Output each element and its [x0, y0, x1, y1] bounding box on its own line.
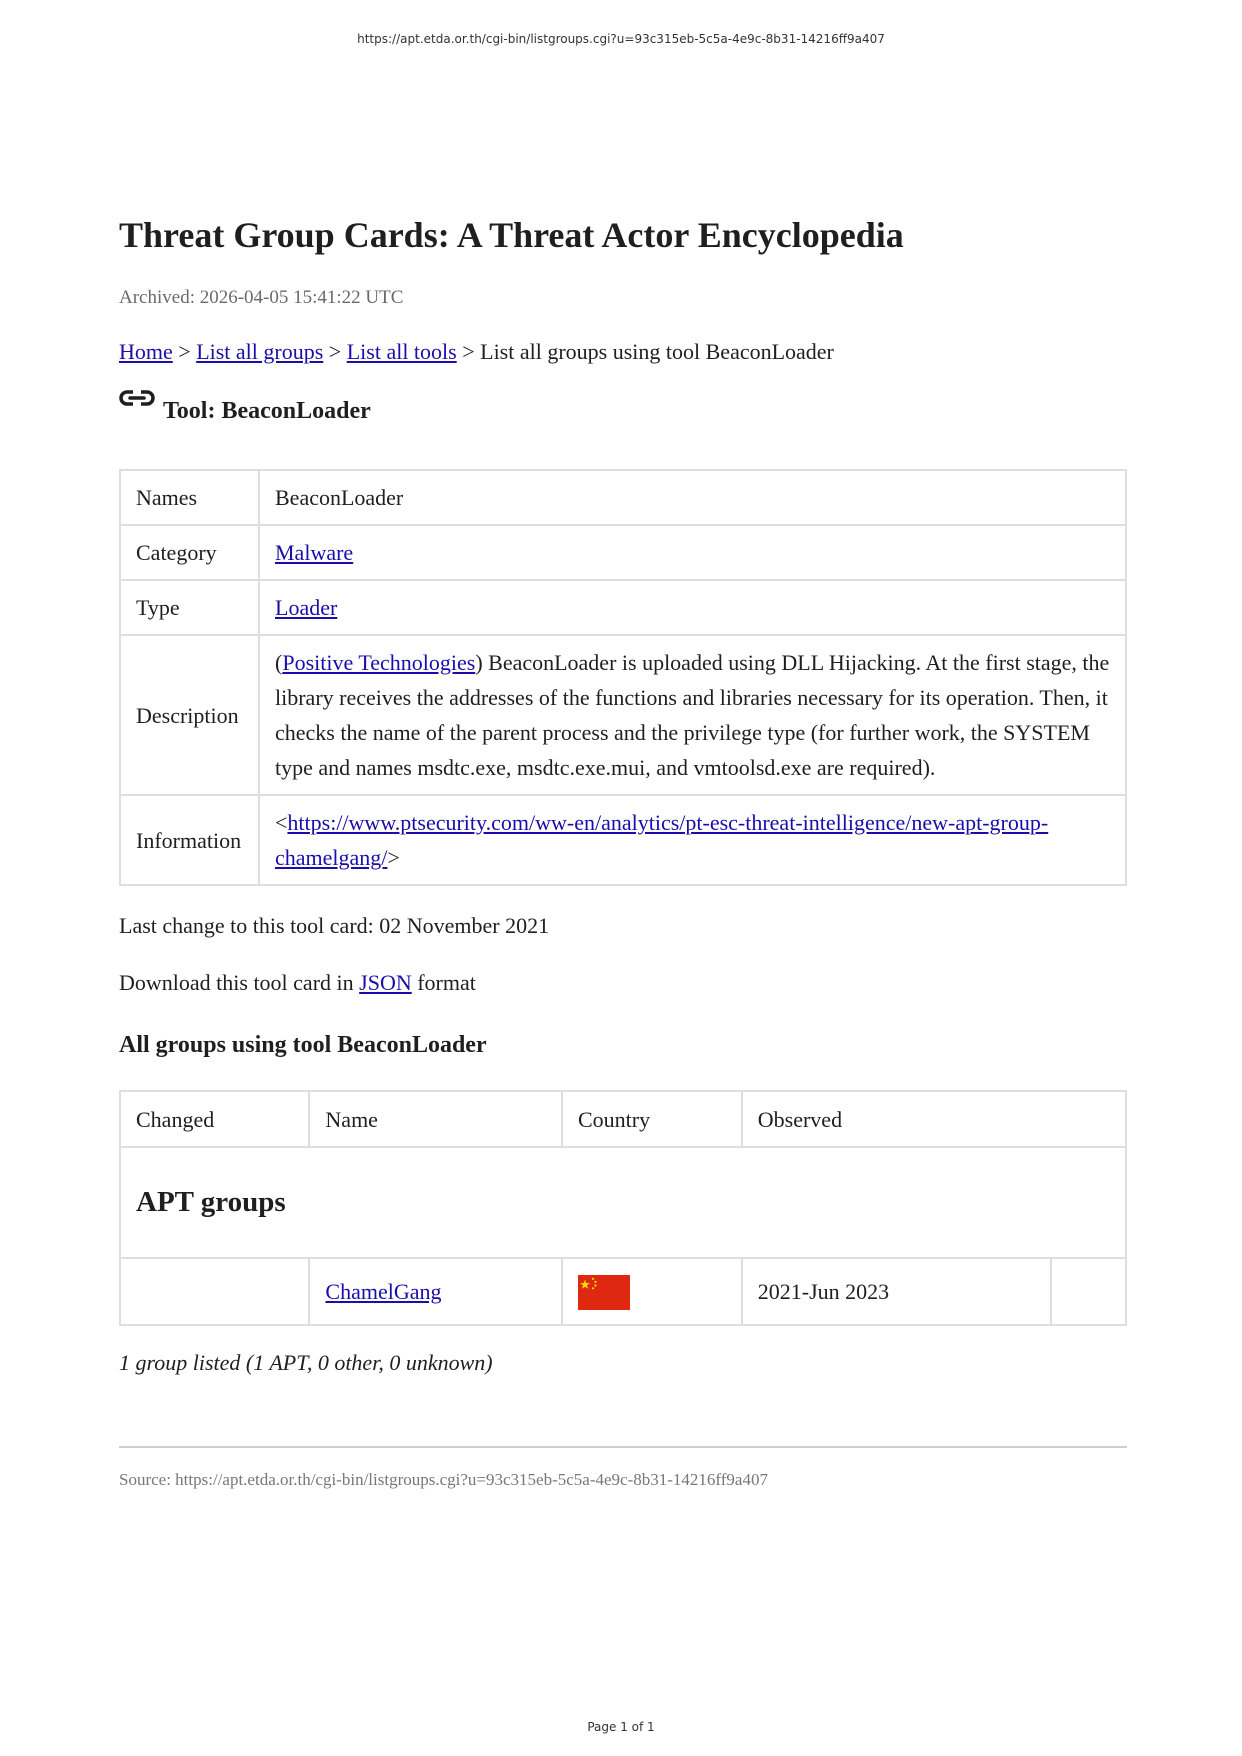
column-header-name: Name — [309, 1091, 562, 1147]
breadcrumb-groups-link[interactable]: List all groups — [196, 339, 324, 364]
type-link[interactable]: Loader — [275, 595, 338, 620]
group-country-cell — [562, 1258, 742, 1325]
group-extra-cell — [1051, 1258, 1126, 1325]
names-value: BeaconLoader — [259, 470, 1126, 525]
table-row — [120, 1258, 1126, 1325]
groups-table-header — [120, 1091, 1126, 1147]
tool-type-row — [120, 580, 1126, 635]
groups-section-row — [120, 1147, 1126, 1258]
breadcrumb-tools-link[interactable]: List all tools — [346, 339, 457, 364]
page-number: Page 1 of 1 — [587, 1720, 655, 1734]
download-prefix: Download this tool card in — [119, 970, 360, 995]
breadcrumb — [119, 339, 834, 365]
source-url: Source: https://apt.etda.or.th/cgi-bin/listgroups.cgi?u=93c315eb-5c5a-4e9c-8b31-14216ff9a407 — [119, 1470, 768, 1489]
group-observed-cell: 2021-Jun 2023 — [742, 1258, 1051, 1325]
column-header-country: Country — [562, 1091, 742, 1147]
information-close: > — [387, 845, 400, 870]
tool-names-row — [120, 470, 1126, 525]
column-header-observed: Observed — [742, 1091, 1126, 1147]
section-title-apt: APT groups — [120, 1147, 1126, 1258]
page-title: Threat Group Cards: A Threat Actor Encyclopedia — [119, 215, 904, 255]
groups-table — [119, 1090, 1127, 1326]
breadcrumb-separator: > — [172, 339, 197, 364]
information-cell — [259, 795, 1126, 885]
description-text: ) BeaconLoader is uploaded using DLL Hijacking. At the first stage, the library receives the addresses of the functions and libraries necessary for its operation. Then, it checks the name of the parent process and the privilege type (for further work, the SYSTEM type and names msdtc.exe, msdtc.exe.mui, and vmtoolsd.exe are required). — [275, 650, 1110, 780]
page-header-url: https://apt.etda.or.th/cgi-bin/listgroups.cgi?u=93c315eb-5c5a-4e9c-8b31-14216ff9a407 — [357, 32, 885, 46]
category-label: Category — [120, 525, 259, 580]
information-open: < — [275, 810, 288, 835]
description-source-link[interactable]: Positive Technologies — [282, 650, 476, 675]
tool-heading — [119, 398, 371, 425]
group-changed-cell — [120, 1258, 309, 1325]
group-name-link[interactable]: ChamelGang — [325, 1279, 442, 1304]
divider — [119, 1446, 1127, 1448]
breadcrumb-current: > List all groups using tool BeaconLoader — [456, 339, 834, 364]
description-paren: ( — [275, 650, 283, 675]
group-name-cell — [309, 1258, 562, 1325]
groups-heading: All groups using tool BeaconLoader — [119, 1032, 487, 1058]
last-change-text: Last change to this tool card: 02 November 2021 — [119, 913, 550, 938]
tool-card-table — [119, 469, 1127, 886]
tool-description-row — [120, 635, 1126, 795]
breadcrumb-home-link[interactable]: Home — [119, 339, 173, 364]
information-link[interactable]: https://www.ptsecurity.com/ww-en/analytics/pt-esc-threat-intelligence/new-apt-group-chamelgang/ — [275, 810, 1049, 870]
category-link[interactable]: Malware — [275, 540, 354, 565]
download-suffix: format — [411, 970, 476, 995]
names-label: Names — [120, 470, 259, 525]
description-label: Description — [120, 635, 259, 795]
groups-summary: 1 group listed (1 APT, 0 other, 0 unknown) — [119, 1350, 493, 1375]
description-cell — [259, 635, 1126, 795]
link-icon — [119, 386, 155, 414]
information-label: Information — [120, 795, 259, 885]
tool-category-row — [120, 525, 1126, 580]
tool-information-row — [120, 795, 1126, 885]
tool-heading-text: Tool: BeaconLoader — [163, 398, 371, 424]
json-download-link[interactable]: JSON — [359, 970, 412, 995]
china-flag-icon — [578, 1275, 630, 1310]
download-line — [119, 970, 476, 996]
type-label: Type — [120, 580, 259, 635]
category-cell — [259, 525, 1126, 580]
type-cell — [259, 580, 1126, 635]
column-header-changed: Changed — [120, 1091, 309, 1147]
archived-timestamp: Archived: 2026-04-05 15:41:22 UTC — [119, 287, 404, 308]
breadcrumb-separator: > — [323, 339, 347, 364]
